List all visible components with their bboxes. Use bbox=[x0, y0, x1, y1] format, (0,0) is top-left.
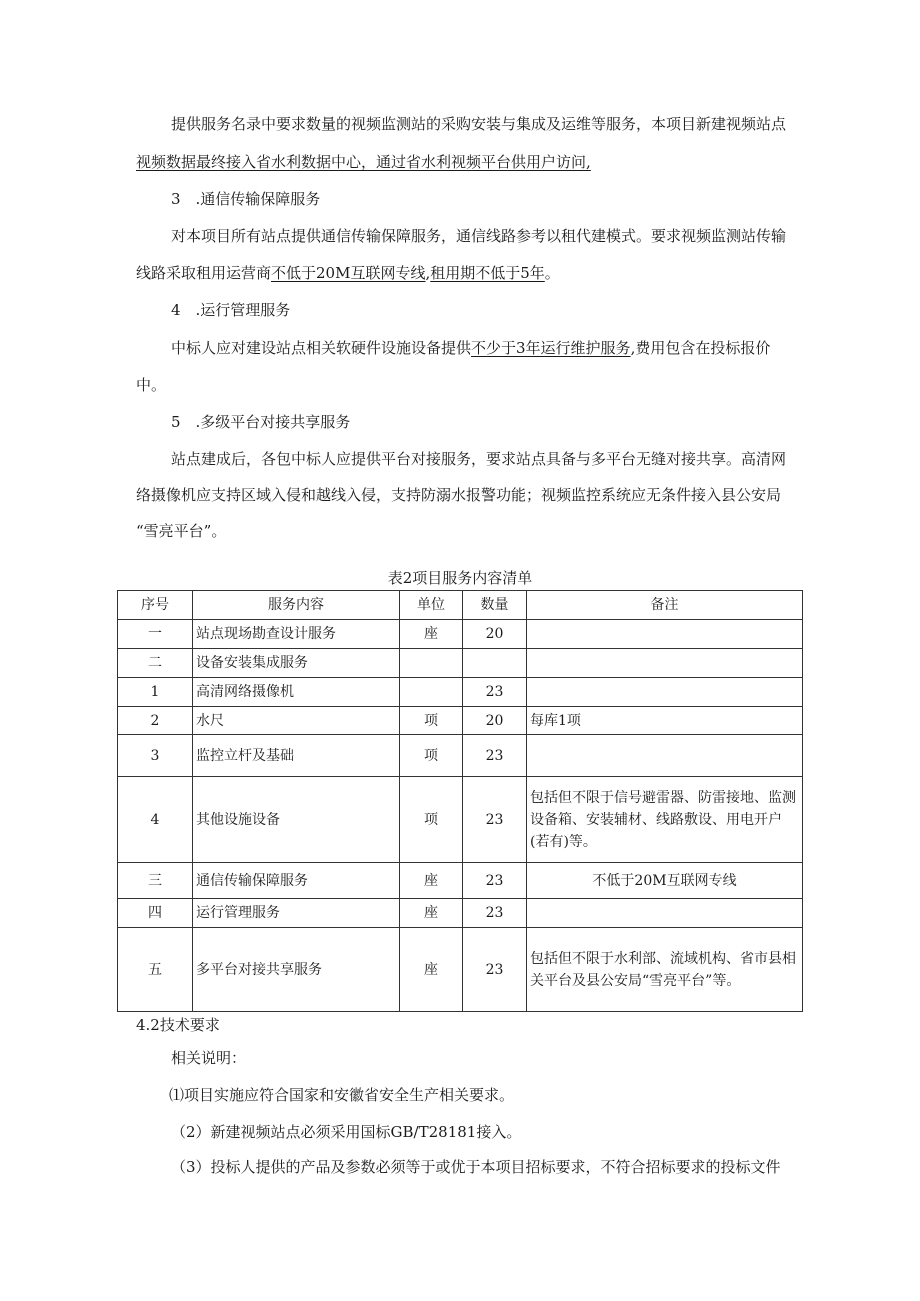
heading-5: 5 .多级平台对接共享服务 bbox=[171, 413, 351, 431]
cell-item: 高清网络摄像机 bbox=[193, 678, 400, 707]
table-row bbox=[118, 777, 803, 863]
cell-item: 站点现场勘查设计服务 bbox=[193, 620, 400, 649]
cell-note: 包括但不限于信号避雷器、防雷接地、监测设备箱、安装辅材、线路敷设、用电开户(若有)等。 bbox=[527, 777, 803, 863]
cell-note bbox=[527, 735, 803, 777]
cell-unit bbox=[400, 649, 463, 678]
heading-4: 4 .运行管理服务 bbox=[171, 301, 291, 319]
cell-qty: 23 bbox=[463, 777, 527, 863]
cell-no: 三 bbox=[118, 863, 193, 899]
para-3-line-2 bbox=[136, 263, 560, 283]
cell-note: 不低于20M互联网专线 bbox=[527, 863, 803, 899]
cell-no: 二 bbox=[118, 649, 193, 678]
requirement-item: （3）投标人提供的产品及参数必须等于或优于本项目招标要求，不符合招标要求的投标文件 bbox=[171, 1158, 781, 1176]
table-row bbox=[118, 863, 803, 899]
cell-note bbox=[527, 899, 803, 928]
table-caption: 表2项目服务内容清单 bbox=[387, 569, 533, 587]
para-4-line-1 bbox=[171, 338, 770, 358]
cell-item: 运行管理服务 bbox=[193, 899, 400, 928]
cell-no: 4 bbox=[118, 777, 193, 863]
cell-item: 监控立杆及基础 bbox=[193, 735, 400, 777]
cell-item: 通信传输保障服务 bbox=[193, 863, 400, 899]
table-row bbox=[118, 620, 803, 649]
header-no: 序号 bbox=[118, 591, 193, 620]
para-4-text: 中标人应对建设站点相关软硬件设施设备提供 bbox=[171, 339, 472, 357]
para-3-comma: , bbox=[425, 264, 431, 282]
table-row bbox=[118, 735, 803, 777]
underline-bandwidth: 不低于20M互联网专线 bbox=[271, 264, 426, 282]
cell-unit: 项 bbox=[400, 707, 463, 735]
cell-item: 水尺 bbox=[193, 707, 400, 735]
para-3-line-1: 对本项目所有站点提供通信传输保障服务，通信线路参考以租代建模式。要求视频监测站传输 bbox=[171, 227, 787, 245]
cell-unit: 座 bbox=[400, 620, 463, 649]
cell-unit bbox=[400, 678, 463, 707]
cell-qty: 23 bbox=[463, 863, 527, 899]
requirement-item: （2）新建视频站点必须采用国标GB/T28181接入。 bbox=[171, 1123, 522, 1141]
para-5-line-1: 站点建成后，各包中标人应提供平台对接服务，要求站点具备与多平台无缝对接共享。高清网 bbox=[171, 450, 787, 468]
section-4-2-intro: 相关说明： bbox=[171, 1049, 247, 1067]
cell-unit: 项 bbox=[400, 777, 463, 863]
service-table bbox=[117, 590, 803, 1012]
para-1-line-2: 视频数据最终接入省水利数据中心，通过省水利视频平台供用户访问, bbox=[136, 153, 591, 171]
cell-qty: 23 bbox=[463, 899, 527, 928]
cell-unit: 座 bbox=[400, 863, 463, 899]
underline-lease: 租用期不低于5年 bbox=[430, 264, 545, 282]
para-3-text: 线路采取租用运营商 bbox=[136, 264, 272, 282]
para-3-end: 。 bbox=[544, 264, 560, 282]
para-4-post: ,费用包含在投标报价 bbox=[630, 339, 771, 357]
heading-3: 3 .通信传输保障服务 bbox=[171, 190, 321, 208]
header-item: 服务内容 bbox=[193, 591, 400, 620]
cell-note bbox=[527, 620, 803, 649]
cell-no: 四 bbox=[118, 899, 193, 928]
para-4-line-2: 中。 bbox=[136, 376, 167, 394]
cell-qty: 23 bbox=[463, 735, 527, 777]
requirement-item: ⑴项目实施应符合国家和安徽省安全生产相关要求。 bbox=[169, 1086, 515, 1104]
cell-unit: 项 bbox=[400, 735, 463, 777]
cell-qty: 23 bbox=[463, 678, 527, 707]
cell-note bbox=[527, 678, 803, 707]
cell-item: 其他设施设备 bbox=[193, 777, 400, 863]
para-1-line-1: 提供服务名录中要求数量的视频监测站的采购安装与集成及运维等服务，本项目新建视频站点 bbox=[171, 115, 787, 133]
cell-qty: 20 bbox=[463, 707, 527, 735]
cell-no: 一 bbox=[118, 620, 193, 649]
table-row bbox=[118, 899, 803, 928]
underline-maintenance: 不少于3年运行维护服务 bbox=[471, 339, 631, 357]
cell-item: 设备安装集成服务 bbox=[193, 649, 400, 678]
cell-qty: 23 bbox=[463, 928, 527, 1012]
cell-no: 五 bbox=[118, 928, 193, 1012]
cell-qty: 20 bbox=[463, 620, 527, 649]
cell-no: 1 bbox=[118, 678, 193, 707]
cell-item: 多平台对接共享服务 bbox=[193, 928, 400, 1012]
cell-no: 2 bbox=[118, 707, 193, 735]
table-row bbox=[118, 649, 803, 678]
cell-unit: 座 bbox=[400, 928, 463, 1012]
cell-note: 包括但不限于水利部、流域机构、省市县相关平台及县公安局“雪亮平台”等。 bbox=[527, 928, 803, 1012]
cell-qty bbox=[463, 649, 527, 678]
cell-unit: 座 bbox=[400, 899, 463, 928]
cell-note bbox=[527, 649, 803, 678]
header-note: 备注 bbox=[527, 591, 803, 620]
para-5-line-2: 络摄像机应支持区域入侵和越线入侵，支持防溺水报警功能；视频监控系统应无条件接入县公安局 bbox=[136, 486, 782, 504]
table-row bbox=[118, 707, 803, 735]
section-4-2-heading: 4.2技术要求 bbox=[136, 1016, 220, 1034]
cell-note: 每库1项 bbox=[527, 707, 803, 735]
table-row bbox=[118, 928, 803, 1012]
header-qty: 数量 bbox=[463, 591, 527, 620]
para-5-line-3: “雪亮平台”。 bbox=[136, 522, 227, 540]
header-unit: 单位 bbox=[400, 591, 463, 620]
table-row bbox=[118, 678, 803, 707]
cell-no: 3 bbox=[118, 735, 193, 777]
